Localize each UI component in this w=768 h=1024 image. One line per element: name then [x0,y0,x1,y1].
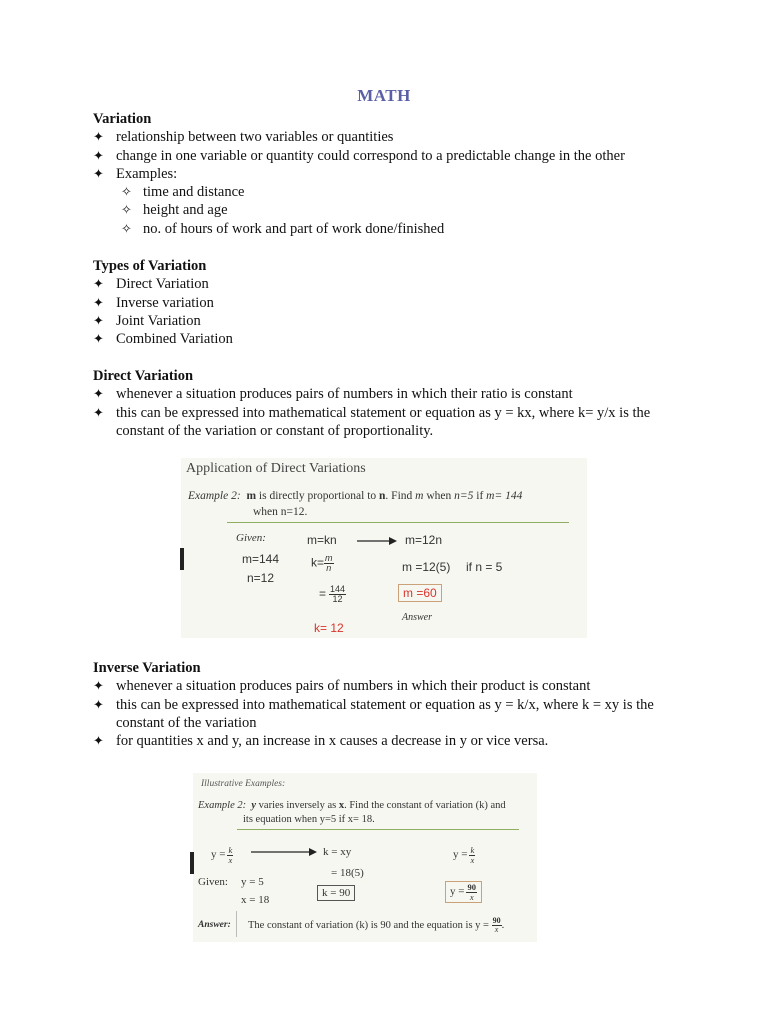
arrow-right-icon [357,536,397,546]
sub-bullet-star-icon: ✧ [121,220,132,236]
equation-m-kn: m=kn [307,533,337,547]
k-fraction-144: = $\frac{144}{12}$ [319,584,346,604]
example-statement-line2: when n=12. [253,506,308,518]
list-item: ✦ Combined Variation [93,331,233,348]
k-result: k= 12 [314,621,344,635]
sub-bullet-star-icon: ✧ [121,202,132,218]
direct-section [93,367,693,440]
answer-label: Answer: [198,920,231,930]
given-y: y = 5 [241,876,264,888]
bullet-star-icon: ✦ [93,733,104,749]
bullet-star-icon: ✦ [93,678,104,694]
bullet-star-icon: ✦ [93,312,104,328]
sub-list-item: ✧ height and age [121,202,228,219]
page-title: MATH [357,86,411,105]
inverse-variation-example-image [193,773,537,942]
given-x: x = 18 [241,894,270,906]
inverse-heading: Inverse Variation [93,660,201,676]
given-n: n=12 [247,571,275,585]
figure-title: Application of Direct Variations [186,461,366,476]
divider [227,522,569,523]
k-fraction: k= $\frac{m}{n}$ [311,553,333,573]
types-heading: Types of Variation [93,258,207,274]
list-item: ✦ this can be expressed into mathematical statement or equation as y = k/x, where k = xy is the constant of the variation [93,696,654,731]
types-section [93,257,693,348]
bullet-star-icon: ✦ [93,129,104,145]
equation-result-box: y = $\frac{90}{x}$ [445,881,482,903]
list-item: ✦ this can be expressed into mathematical statement or equation as y = kx, where k= y/x is the constant of the variation or constant of proportionality. [93,404,651,439]
list-item: ✦ change in one variable or quantity could correspond to a predictable change in the other [93,147,625,164]
variation-section [93,110,693,238]
bullet-star-icon: ✦ [93,294,104,310]
variation-heading: Variation [93,111,152,127]
bullet-star-icon: ✦ [93,331,104,347]
divider [236,911,237,937]
equation-m-12n: m=12n [405,533,443,547]
list-item: ✦ whenever a situation produces pairs of numbers in which their ratio is constant [93,386,573,403]
given-label: Given: [236,532,266,544]
arrow-right-icon [251,847,317,857]
answer-statement: The constant of variation (k) is 90 and the equation is y = $\frac{90}{x}$ . [248,916,505,934]
illustrative-label: Illustrative Examples: [201,779,286,789]
list-item: ✦ whenever a situation produces pairs of numbers in which their product is constant [93,678,591,695]
example-statement: Example 2: y varies inversely as x. Find the constant of variation (k) and [198,800,506,811]
if-n-5: if n = 5 [466,560,503,574]
sub-list-item: ✧ no. of hours of work and part of work done/finished [121,220,445,237]
sub-bullet-star-icon: ✧ [121,184,132,200]
list-item: ✦ Examples: [93,165,178,182]
equation-18-5: = 18(5) [331,867,364,879]
inverse-section [93,659,693,750]
margin-mark [180,548,184,570]
bullet-star-icon: ✦ [93,696,104,712]
m-result-box: m =60 [398,584,442,602]
list-item: ✦ Direct Variation [93,276,209,293]
bullet-star-icon: ✦ [93,386,104,402]
equation-m-12-5: m =12(5) [402,560,451,574]
direct-heading: Direct Variation [93,368,194,384]
bullet-star-icon: ✦ [93,404,104,420]
example-statement: Example 2: m is directly proportional to n. Find m when n=5 if m= 144 [188,490,523,502]
equation-k-xy: k = xy [323,846,352,858]
k-result-box: k = 90 [317,885,355,901]
divider [237,829,519,830]
given-m: m=144 [242,552,280,566]
list-item: ✦ for quantities x and y, an increase in x causes a decrease in y or vice versa. [93,733,549,750]
given-label: Given: [198,876,228,888]
bullet-star-icon: ✦ [93,276,104,292]
direct-variation-example-image [181,458,587,638]
bullet-star-icon: ✦ [93,147,104,163]
bullet-star-icon: ✦ [93,165,104,181]
answer-label: Answer [402,612,432,623]
margin-mark [190,852,194,874]
y-fraction-2: y = $\frac{k}{x}$ [453,845,475,865]
sub-list-item: ✧ time and distance [121,184,245,201]
list-item: ✦ relationship between two variables or quantities [93,129,394,146]
y-fraction: y = $\frac{k}{x}$ [211,845,233,865]
example-statement-line2: its equation when y=5 if x= 18. [243,814,375,825]
list-item: ✦ Joint Variation [93,312,201,329]
list-item: ✦ Inverse variation [93,294,214,311]
